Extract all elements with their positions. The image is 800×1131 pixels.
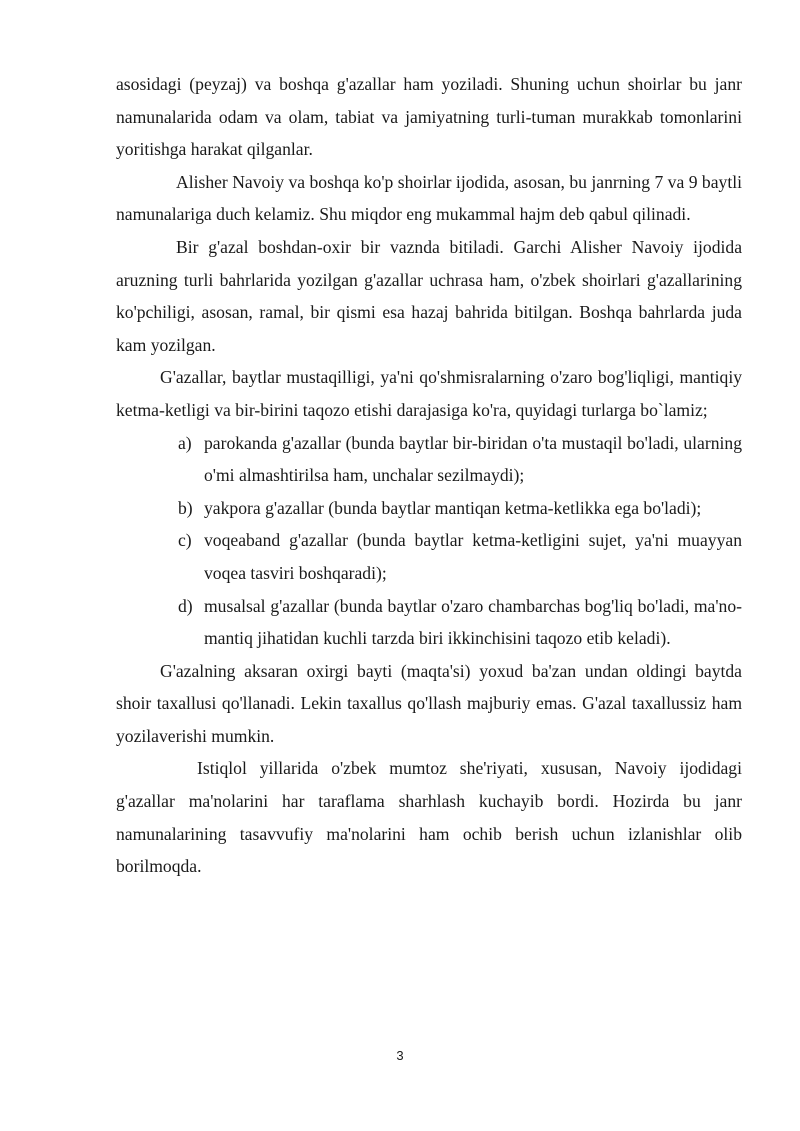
list-item (116, 492, 742, 525)
list-item-text: parokanda g'azallar (bunda baytlar bir-biridan o'ta mustaqil bo'ladi, ularning o'mi almashtirilsa ham, unchalar sezilmaydi); (204, 432, 742, 486)
list-marker: c) (178, 530, 192, 551)
list-item-text: yakpora g'azallar (bunda baytlar mantiqan ketma-ketlikka ega bo'ladi); (204, 497, 702, 518)
list-item (116, 427, 742, 492)
list-item (116, 524, 742, 589)
paragraph-bayt-count: Alisher Navoiy va boshqa ko'p shoirlar ijodida, asosan, bu janrning 7 va 9 baytli namunalariga duch kelamiz. Shu miqdor eng mukammal hajm deb qabul qilinadi. (116, 171, 742, 225)
paragraph-landscape-ghazals: asosidagi (peyzaj) va boshqa g'azallar ham yoziladi. Shuning uchun shoirlar bu janr namunalarida odam va olam, tabiat va jamiyatning turli-tuman murakkab tomonlarini yoritishga harakat qilganlar. (116, 74, 742, 160)
page-number: 3 (396, 1048, 404, 1063)
list-item-text: voqeaband g'azallar (bunda baytlar ketma-ketligini sujet, ya'ni muayyan voqea tasviri boshqaradi); (204, 530, 742, 583)
document-page (116, 68, 742, 883)
list-marker: a) (178, 432, 192, 453)
ghazal-types-list (116, 427, 742, 655)
paragraph-pen-name: G'azalning aksaran oxirgi bayti (maqta'si) yoxud ba'zan undan oldingi baytda shoir taxallusi qo'llanadi. Lekin taxallus qo'llash majburiy emas. G'azal taxallussiz ham yozilaverishi mumkin. (116, 660, 742, 746)
list-item-text: musalsal g'azallar (bunda baytlar o'zaro chambarchas bog'liq bo'ladi, ma'no-mantiq jihatidan kuchli tarzda biri ikkinchisini taqozo etib keladi). (204, 595, 742, 649)
paragraph-independence-years: Istiqlol yillarida o'zbek mumtoz she'riyati, xususan, Navoiy ijodidagi g'azallar ma'nolarini har taraflama sharhlash kuchayib bordi. Hozirda bu janr namunalarining tasavvufiy ma'nolarini ham ochib berish uchun izlanishlar olib borilmoqda. (116, 758, 742, 877)
list-marker: b) (178, 497, 193, 518)
paragraph-meter: Bir g'azal boshdan-oxir bir vaznda bitiladi. Garchi Alisher Navoiy ijodida aruzning turli bahrlarida yozilgan g'azallar uchrasa ham, o'zbek shoirlari g'azallarining ko'pchiligi, asosan, ramal, bir qismi esa hazaj bahrida bitilgan. Boshqa bahrlarda juda kam yozilgan. (116, 236, 742, 355)
list-item (116, 590, 742, 655)
paragraph-types-intro: G'azallar, baytlar mustaqilligi, ya'ni qo'shmisralarning o'zaro bog'liqligi, mantiqiy ketma-ketligi va bir-birini taqozo etishi darajasiga ko'ra, quyidagi turlarga bo`lamiz; (116, 367, 742, 420)
list-marker: d) (178, 595, 193, 616)
